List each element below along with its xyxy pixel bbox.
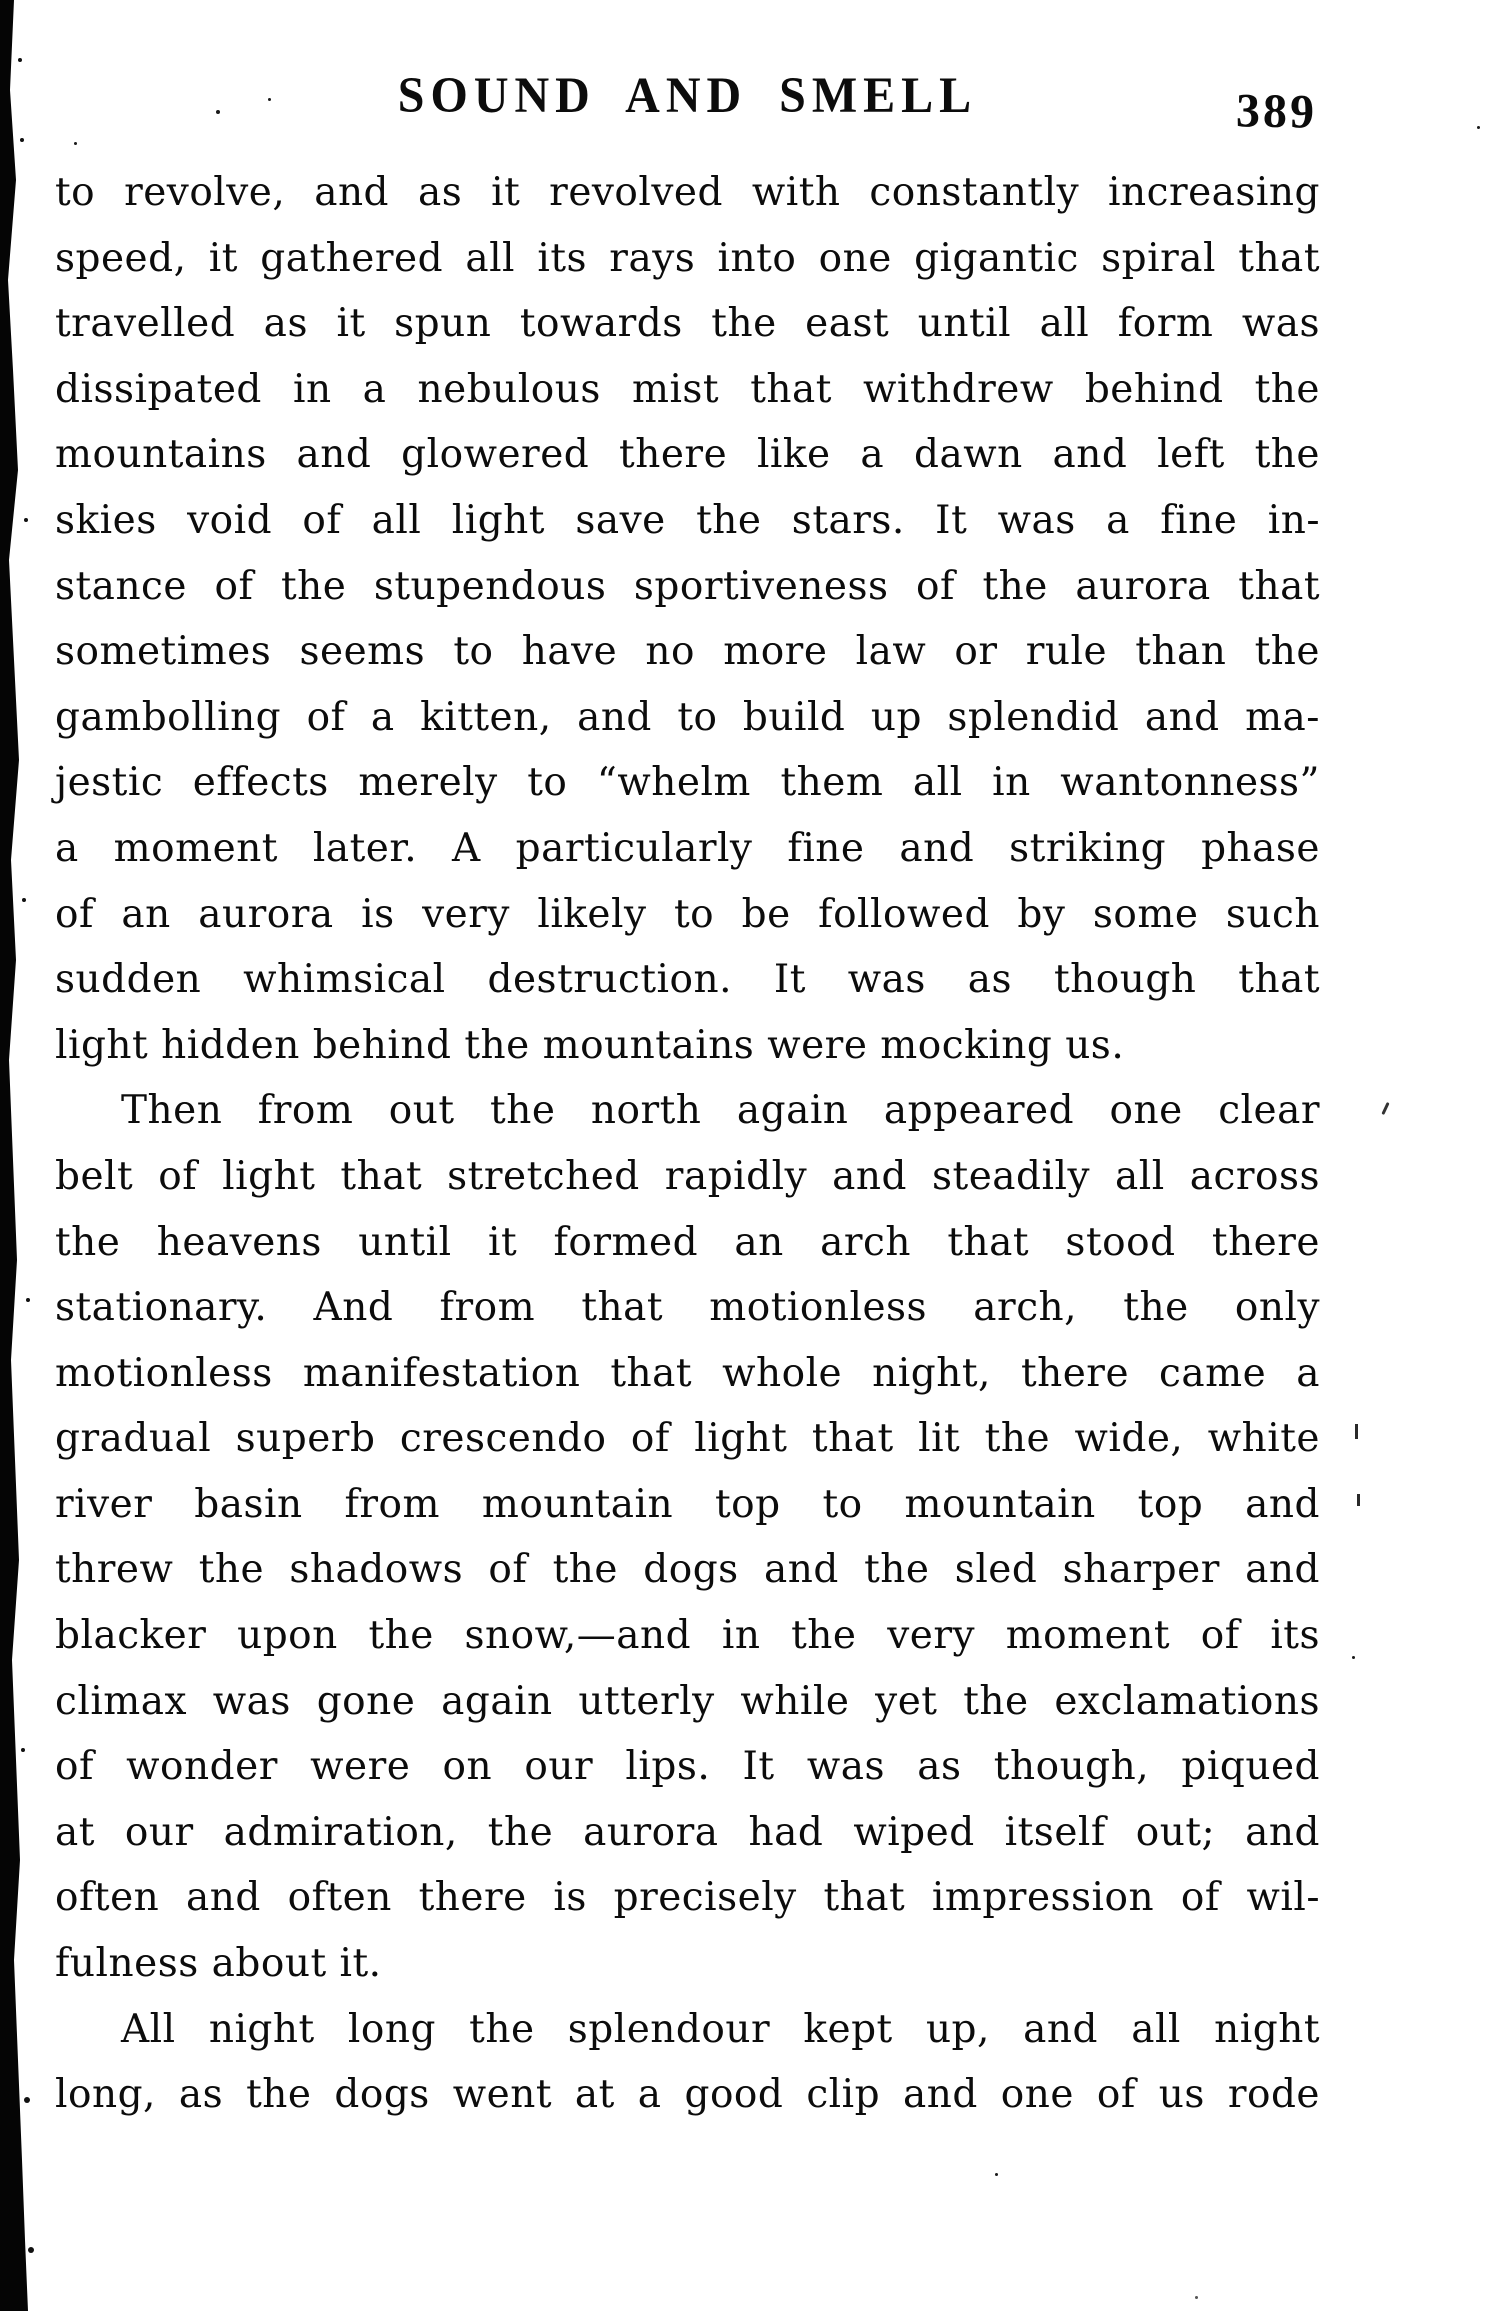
scan-speck [74, 142, 77, 145]
text-line: often and often there is precisely that impression of wil- [55, 1875, 1320, 1921]
scan-gutter-artifact [0, 0, 44, 2311]
text-line: river basin from mountain top to mountain top and [55, 1481, 1320, 1527]
scan-dash-artifact [1357, 1494, 1360, 1506]
scan-speck [995, 2173, 998, 2176]
text-line: climax was gone again utterly while yet the exclamations [55, 1678, 1320, 1724]
text-line: threw the shadows of the dogs and the sled sharper and [55, 1547, 1320, 1593]
text-line: sudden whimsical destruction. It was as though that [55, 957, 1320, 1003]
text-line: the heavens until it formed an arch that stood there [55, 1219, 1320, 1265]
text-line: sometimes seems to have no more law or rule than the [55, 629, 1320, 675]
text-line-paragraph-end: fulness about it. [55, 1941, 382, 1987]
text-line: dissipated in a nebulous mist that withdrew behind the [55, 366, 1320, 412]
scan-tick-artifact [1381, 1102, 1389, 1115]
text-line: motionless manifestation that whole night, there came a [55, 1350, 1320, 1396]
scan-speck [1352, 1656, 1355, 1659]
body-text [55, 160, 1320, 2128]
text-line: speed, it gathered all its rays into one gigantic spiral that [55, 235, 1320, 281]
text-line: blacker upon the snow,—and in the very moment of its [55, 1613, 1320, 1659]
text-line: long, as the dogs went at a good clip and one of us rode [55, 2072, 1320, 2118]
scan-speck [268, 98, 271, 101]
scan-speck [1195, 2296, 1198, 2299]
text-line: of an aurora is very likely to be followed by some such [55, 891, 1320, 937]
text-line: a moment later. A particularly fine and striking phase [55, 825, 1320, 871]
text-line: at our admiration, the aurora had wiped itself out; and [55, 1809, 1320, 1855]
text-line-paragraph-start: Then from out the north again appeared one clear [121, 1088, 1320, 1134]
text-line: light hidden behind the mountains were mocking us. [55, 1022, 1125, 1068]
text-line: belt of light that stretched rapidly and steadily all across [55, 1153, 1320, 1199]
text-line: mountains and glowered there like a dawn and left the [55, 432, 1320, 478]
text-line: gradual superb crescendo of light that lit the wide, white [55, 1416, 1320, 1462]
page-title: SOUND AND SMELL [397, 67, 978, 124]
scan-speck [1477, 126, 1480, 129]
text-line: gambolling of a kitten, and to build up splendid and ma- [55, 694, 1320, 740]
text-line: stance of the stupendous sportiveness of the aurora that [55, 563, 1320, 609]
text-line: travelled as it spun towards the east until all form was [55, 301, 1320, 347]
text-line: stationary. And from that motionless arch, the only [55, 1285, 1320, 1331]
page-number: 389 [1235, 84, 1318, 139]
text-line: of wonder were on our lips. It was as though, piqued [55, 1744, 1320, 1790]
scan-dash-artifact [1355, 1424, 1358, 1439]
text-line: to revolve, and as it revolved with constantly increasing [55, 170, 1320, 215]
scan-speck [216, 110, 220, 114]
text-line-paragraph-start: All night long the splendour kept up, and all night [121, 2006, 1320, 2052]
text-line: jestic effects merely to “whelm them all in wantonness” [55, 760, 1320, 806]
text-line: skies void of all light save the stars. It was a fine in- [55, 497, 1320, 543]
